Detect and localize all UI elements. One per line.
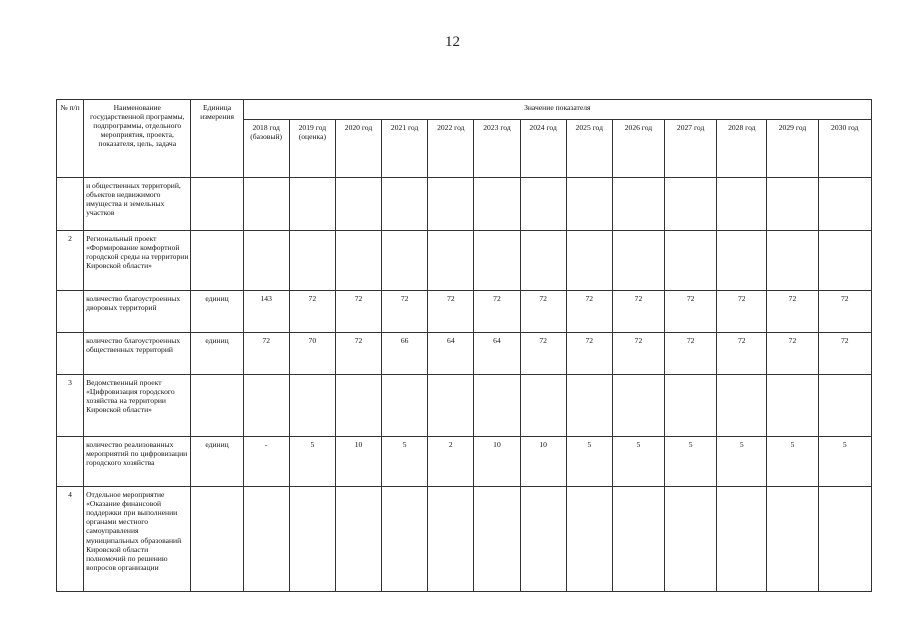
header-year: 2029 год (767, 120, 818, 178)
value-cell: 72 (474, 291, 520, 333)
value-cell (520, 487, 566, 592)
value-cell (428, 375, 474, 437)
value-cell (612, 487, 664, 592)
value-cell: 10 (335, 437, 381, 487)
header-values-group: Значение показателя (243, 100, 871, 120)
value-cell (665, 487, 717, 592)
value-cell (428, 178, 474, 231)
value-cell (289, 487, 335, 592)
value-cell (566, 178, 612, 231)
value-cell: 10 (520, 437, 566, 487)
value-cell: 5 (767, 437, 818, 487)
row-unit: единиц (191, 333, 243, 375)
value-cell (612, 231, 664, 291)
value-cell: 72 (382, 291, 428, 333)
row-name: количество благоустроенных дворовых территорий (84, 291, 191, 333)
header-year: 2020 год (335, 120, 381, 178)
value-cell (818, 231, 871, 291)
row-unit (191, 487, 243, 592)
header-name: Наименование государственной программы, подпрограммы, отдельного мероприятия, проекта, показателя, цель, задача (84, 100, 191, 178)
row-number: 4 (57, 487, 84, 592)
row-unit: единиц (191, 291, 243, 333)
value-cell (289, 231, 335, 291)
value-cell: 72 (612, 333, 664, 375)
value-cell: 5 (382, 437, 428, 487)
value-cell: 5 (665, 437, 717, 487)
row-number: 3 (57, 375, 84, 437)
value-cell (382, 231, 428, 291)
value-cell: 72 (243, 333, 289, 375)
row-number: 2 (57, 231, 84, 291)
value-cell (474, 231, 520, 291)
indicators-table (56, 99, 872, 592)
row-number (57, 437, 84, 487)
value-cell: 72 (520, 333, 566, 375)
value-cell (566, 231, 612, 291)
value-cell: 72 (767, 291, 818, 333)
value-cell: 72 (665, 333, 717, 375)
value-cell: 2 (428, 437, 474, 487)
value-cell: 143 (243, 291, 289, 333)
value-cell (566, 375, 612, 437)
value-cell: 64 (428, 333, 474, 375)
header-year: 2026 год (612, 120, 664, 178)
value-cell (612, 178, 664, 231)
row-name: Ведомственный проект «Цифровизация городского хозяйства на территории Кировской области» (84, 375, 191, 437)
header-year: 2022 год (428, 120, 474, 178)
value-cell (243, 178, 289, 231)
table-row (57, 291, 872, 333)
value-cell (382, 487, 428, 592)
value-cell (520, 231, 566, 291)
value-cell (289, 375, 335, 437)
value-cell: 72 (665, 291, 717, 333)
table-row (57, 231, 872, 291)
header-year: 2019 год (оценка) (289, 120, 335, 178)
header-year: 2023 год (474, 120, 520, 178)
value-cell (665, 231, 717, 291)
header-year: 2021 год (382, 120, 428, 178)
value-cell (382, 178, 428, 231)
value-cell: 72 (566, 291, 612, 333)
header-year: 2030 год (818, 120, 871, 178)
header-year: 2027 год (665, 120, 717, 178)
value-cell (335, 178, 381, 231)
row-unit (191, 178, 243, 231)
value-cell (474, 487, 520, 592)
value-cell: 70 (289, 333, 335, 375)
value-cell (665, 375, 717, 437)
value-cell (717, 487, 767, 592)
value-cell: 5 (717, 437, 767, 487)
header-num: № п/п (57, 100, 84, 178)
value-cell: 64 (474, 333, 520, 375)
value-cell (335, 487, 381, 592)
value-cell: 72 (428, 291, 474, 333)
table-row (57, 375, 872, 437)
value-cell (289, 178, 335, 231)
value-cell (767, 178, 818, 231)
value-cell (818, 487, 871, 592)
value-cell (612, 375, 664, 437)
row-name: Отдельное мероприятие «Оказание финансовой поддержки при выполнении органами местного самоуправления муниципальных образований Кировской области полномочий по решению вопросов организации (84, 487, 191, 592)
header-year: 2018 год (базовый) (243, 120, 289, 178)
value-cell: 72 (818, 333, 871, 375)
row-number (57, 291, 84, 333)
value-cell: 5 (818, 437, 871, 487)
value-cell: 5 (289, 437, 335, 487)
value-cell: 72 (289, 291, 335, 333)
value-cell: 72 (717, 291, 767, 333)
value-cell (335, 375, 381, 437)
value-cell (382, 375, 428, 437)
value-cell: 72 (335, 291, 381, 333)
value-cell (818, 375, 871, 437)
row-name: количество благоустроенных общественных территорий (84, 333, 191, 375)
value-cell: 72 (717, 333, 767, 375)
row-number (57, 333, 84, 375)
table-row (57, 487, 872, 592)
value-cell (767, 375, 818, 437)
value-cell (428, 231, 474, 291)
value-cell: 72 (520, 291, 566, 333)
value-cell (717, 375, 767, 437)
value-cell: 66 (382, 333, 428, 375)
value-cell (243, 375, 289, 437)
value-cell (717, 178, 767, 231)
value-cell (717, 231, 767, 291)
table-row (57, 437, 872, 487)
row-unit (191, 231, 243, 291)
header-year: 2024 год (520, 120, 566, 178)
value-cell: 72 (818, 291, 871, 333)
value-cell: 72 (566, 333, 612, 375)
value-cell (818, 178, 871, 231)
value-cell (520, 375, 566, 437)
row-name: и общественных территорий, объектов недвижимого имущества и земельных участков (84, 178, 191, 231)
value-cell (335, 231, 381, 291)
value-cell: 10 (474, 437, 520, 487)
value-cell (474, 178, 520, 231)
value-cell: 72 (335, 333, 381, 375)
header-unit: Единица измерения (191, 100, 243, 178)
table-row (57, 333, 872, 375)
page-number: 12 (445, 34, 460, 50)
value-cell: 5 (612, 437, 664, 487)
value-cell (520, 178, 566, 231)
value-cell (243, 231, 289, 291)
value-cell (474, 375, 520, 437)
value-cell: - (243, 437, 289, 487)
row-name: Региональный проект «Формирование комфортной городской среды на территории Кировской области» (84, 231, 191, 291)
header-year: 2028 год (717, 120, 767, 178)
value-cell (428, 487, 474, 592)
value-cell (767, 487, 818, 592)
row-name: количество реализованных мероприятий по цифровизации городского хозяйства (84, 437, 191, 487)
value-cell (665, 178, 717, 231)
row-number (57, 178, 84, 231)
value-cell (767, 231, 818, 291)
header-year: 2025 год (566, 120, 612, 178)
value-cell: 72 (767, 333, 818, 375)
row-unit: единиц (191, 437, 243, 487)
table-row (57, 178, 872, 231)
row-unit (191, 375, 243, 437)
table-body (57, 178, 872, 592)
value-cell: 5 (566, 437, 612, 487)
value-cell (243, 487, 289, 592)
value-cell: 72 (612, 291, 664, 333)
value-cell (566, 487, 612, 592)
